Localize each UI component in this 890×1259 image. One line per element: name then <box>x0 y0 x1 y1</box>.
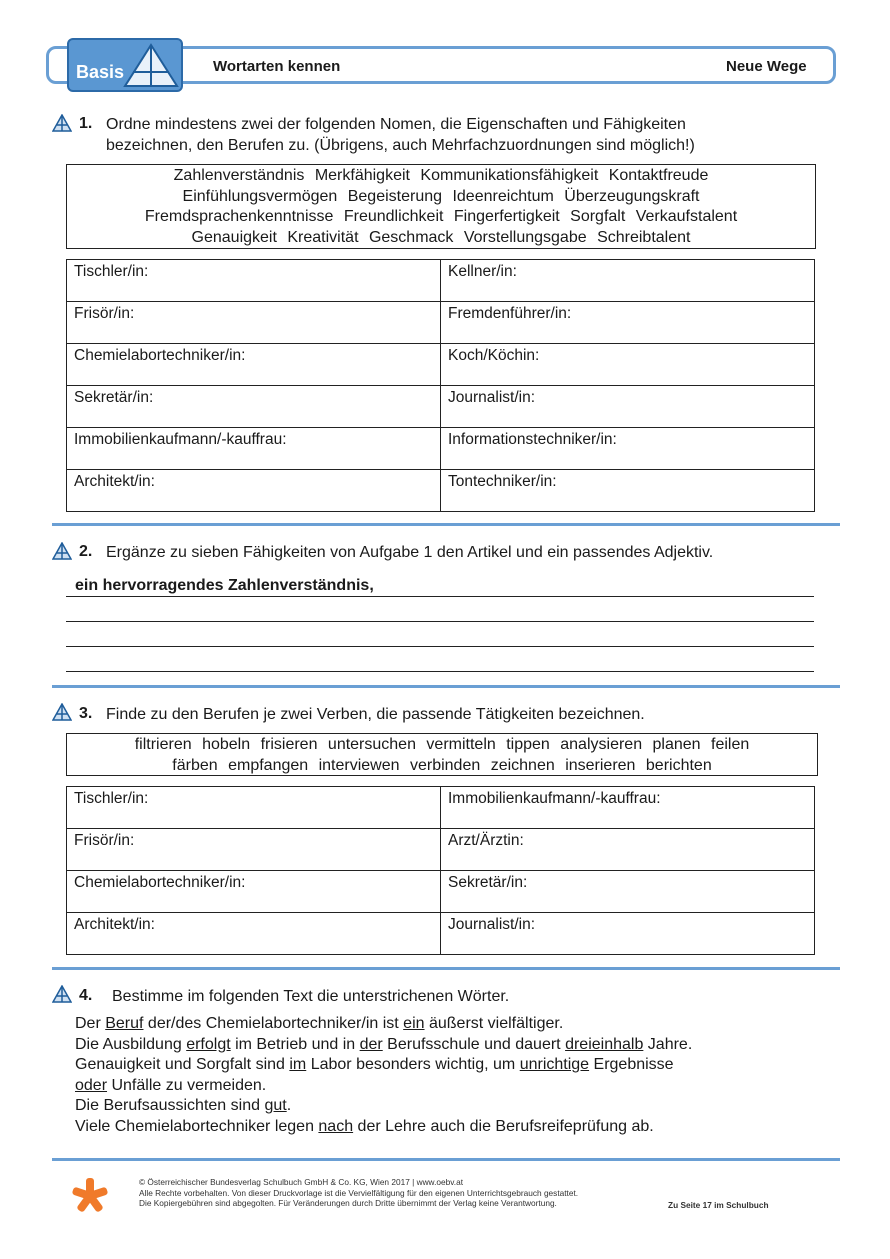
task-4-text <box>75 1014 835 1137</box>
badge-label: Basis <box>76 62 125 82</box>
text-line <box>75 1076 835 1097</box>
text-run: Unfälle zu vermeiden. <box>107 1076 267 1094</box>
text-run: Labor besonders wichtig, um <box>306 1056 520 1073</box>
footer-line: Alle Rechte vorbehalten. Von dieser Druckvorlage ist die Vervielfältigung für den eigenen Unterrichtsgebrauch gestattet. <box>139 1187 579 1198</box>
text-run: Die Berufsaussichten sind <box>75 1097 265 1114</box>
text-line <box>75 1117 835 1138</box>
text-run: Die Ausbildung <box>75 1035 187 1053</box>
table-cell[interactable]: Sekretär/in: <box>441 871 815 913</box>
text-run: Genauigkeit und Sorgfalt sind <box>75 1056 290 1073</box>
word-box-row: Genauigkeit Kreativität Geschmack Vorstellungsgabe Schreibtalent <box>191 228 691 246</box>
task-3-word-box <box>66 733 818 776</box>
underlined-word: gut <box>264 1097 287 1114</box>
task-1-line-1: Ordne mindestens zwei der folgenden Nomen, die Eigenschaften und Fähigkeiten <box>106 116 686 133</box>
footer-line: © Österreichischer Bundesverlag Schulbuch GmbH & Co. KG, Wien 2017 | www.oebv.at <box>139 1177 463 1187</box>
triangle-level-icon <box>52 114 72 132</box>
text-run: . <box>286 1097 292 1114</box>
table-cell[interactable]: Frisör/in: <box>67 829 441 871</box>
task-1-line-2: bezeichnen, den Berufen zu. (Übrigens, auch Mehrfachzuordnungen sind möglich!) <box>106 137 695 154</box>
publisher-logo-icon <box>70 1176 110 1216</box>
text-run: Viele Chemielabortechniker legen <box>75 1117 319 1135</box>
table-cell[interactable]: Koch/Köchin: <box>441 344 815 386</box>
table-cell[interactable]: Tischler/in: <box>67 787 441 829</box>
page-title: Wortarten kennen <box>213 58 341 75</box>
underlined-word: im <box>289 1056 307 1073</box>
table-cell[interactable]: Informationstechniker/in: <box>441 428 815 470</box>
underlined-word: nach <box>318 1117 354 1135</box>
table-cell[interactable]: Immobilienkaufmann/-kauffrau: <box>67 428 441 470</box>
triangle-level-icon <box>52 542 72 560</box>
underlined-word: ein <box>403 1015 425 1032</box>
task-3-table <box>66 786 815 955</box>
table-cell[interactable]: Journalist/in: <box>441 913 815 955</box>
word-box-row: filtrieren hobeln frisieren untersuchen vermitteln tippen analysieren planen feilen <box>134 736 750 753</box>
table-cell[interactable]: Immobilienkaufmann/-kauffrau: <box>441 787 815 829</box>
section-divider <box>52 523 840 526</box>
text-line <box>75 1035 835 1056</box>
word-box-row: Fremdsprachenkenntnisse Freundlichkeit Fingerfertigkeit Sorgfalt Verkaufstalent <box>144 208 738 225</box>
answer-line[interactable] <box>66 646 814 647</box>
task-3-instruction: Finde zu den Berufen je zwei Verben, die passende Tätigkeiten bezeichnen. <box>106 706 645 723</box>
text-run: Berufsschule und dauert <box>382 1035 566 1053</box>
answer-line[interactable] <box>66 671 814 672</box>
section-divider <box>52 967 840 970</box>
section-divider <box>52 1158 840 1161</box>
task-2-number: 2. <box>79 543 93 560</box>
table-cell[interactable]: Arzt/Ärztin: <box>441 829 815 871</box>
underlined-word: dreieinhalb <box>565 1035 644 1053</box>
text-run: Ergebnisse <box>589 1056 674 1073</box>
task-1-number: 1. <box>79 115 93 132</box>
triangle-level-icon <box>52 703 72 721</box>
text-run: äußerst vielfältiger. <box>424 1015 564 1032</box>
word-box-row: Einfühlungsvermögen Begeisterung Ideenreichtum Überzeugungskraft <box>182 187 700 205</box>
task-2-example: ein hervorragendes Zahlenverständnis, <box>75 577 374 594</box>
text-run: Der <box>75 1015 106 1032</box>
table-cell[interactable]: Kellner/in: <box>441 260 815 302</box>
table-cell[interactable]: Frisör/in: <box>67 302 441 344</box>
task-4-instruction: Bestimme im folgenden Text die unterstrichenen Wörter. <box>112 988 510 1005</box>
task-3-number: 3. <box>79 705 93 722</box>
text-run: im Betrieb und in <box>230 1035 360 1053</box>
series-title: Neue Wege <box>726 58 807 75</box>
underlined-word: oder <box>75 1076 108 1094</box>
text-line <box>75 1014 835 1035</box>
word-box-row: färben empfangen interviewen verbinden zeichnen inserieren berichten <box>172 756 712 774</box>
text-line <box>75 1055 835 1076</box>
task-1-word-box <box>66 164 816 249</box>
table-cell[interactable]: Fremdenführer/in: <box>441 302 815 344</box>
underlined-word: unrichtige <box>519 1056 590 1073</box>
text-run: der Lehre auch die Berufsreifeprüfung ab. <box>353 1117 654 1135</box>
table-cell[interactable]: Architekt/in: <box>67 913 441 955</box>
table-cell[interactable]: Chemielabortechniker/in: <box>67 871 441 913</box>
underlined-word: erfolgt <box>186 1035 231 1053</box>
text-run: Jahre. <box>643 1035 693 1053</box>
footer-copyright <box>139 1177 659 1209</box>
answer-line[interactable] <box>66 621 814 622</box>
word-box-row: Zahlenverständnis Merkfähigkeit Kommunikationsfähigkeit Kontaktfreude <box>173 167 709 184</box>
underlined-word: der <box>359 1035 383 1053</box>
text-line <box>75 1096 835 1117</box>
table-cell[interactable]: Tontechniker/in: <box>441 470 815 512</box>
triangle-level-icon <box>52 985 72 1003</box>
task-4-number: 4. <box>79 987 93 1004</box>
text-run: der/des Chemielabortechniker/in ist <box>143 1015 404 1032</box>
table-cell[interactable]: Journalist/in: <box>441 386 815 428</box>
table-cell[interactable]: Sekretär/in: <box>67 386 441 428</box>
table-cell[interactable]: Architekt/in: <box>67 470 441 512</box>
table-cell[interactable]: Chemielabortechniker/in: <box>67 344 441 386</box>
table-cell[interactable]: Tischler/in: <box>67 260 441 302</box>
task-1-table <box>66 259 815 512</box>
task-2-instruction: Ergänze zu sieben Fähigkeiten von Aufgabe 1 den Artikel und ein passendes Adjektiv. <box>106 544 714 561</box>
underlined-word: Beruf <box>105 1015 144 1032</box>
footer-line: Die Kopiergebühren sind abgegolten. Für Veränderungen durch Dritte übernimmt der Verlag keine Verantwortung. <box>139 1198 557 1209</box>
answer-line[interactable] <box>66 596 814 597</box>
page-reference: Zu Seite 17 im Schulbuch <box>668 1200 769 1210</box>
section-divider <box>52 685 840 688</box>
task-1-instruction <box>106 114 695 156</box>
